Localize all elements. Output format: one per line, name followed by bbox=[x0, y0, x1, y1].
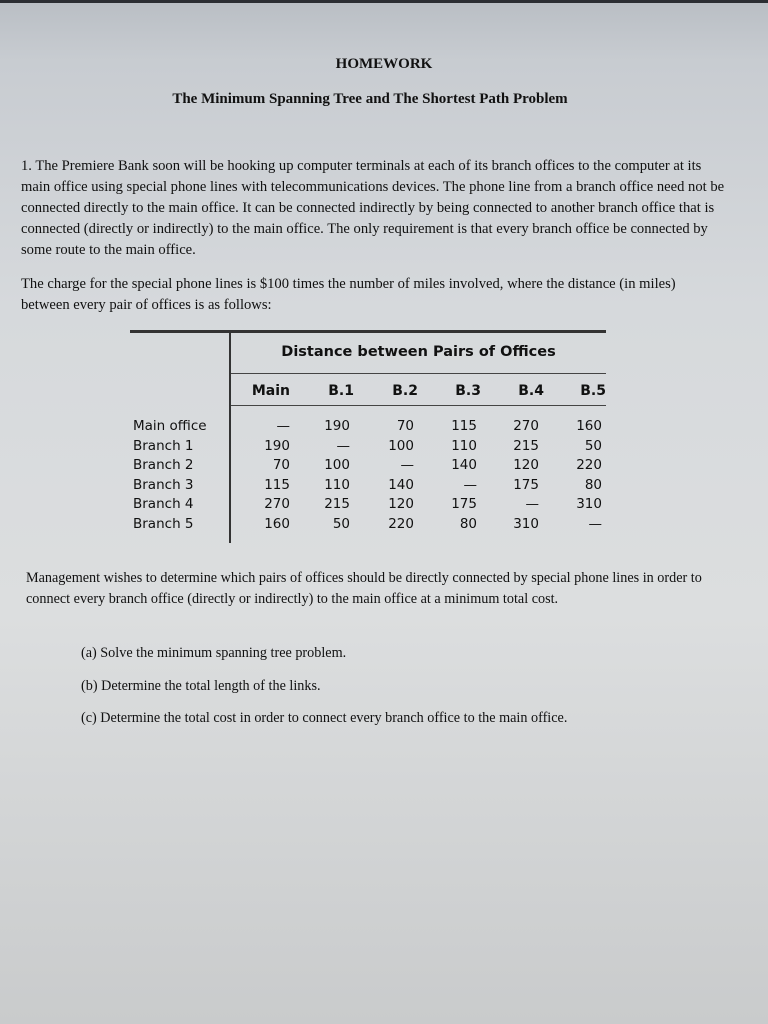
distance-cell: 190 bbox=[264, 437, 290, 454]
distance-cell: — bbox=[400, 457, 414, 474]
table-title: Distance between Pairs of Offices bbox=[281, 344, 556, 360]
column-header: Main bbox=[251, 383, 290, 399]
question-c: (c) Determine the total cost in order to connect every branch office to the main office. bbox=[81, 710, 568, 726]
distance-cell: 110 bbox=[451, 437, 477, 454]
distance-cell: — bbox=[276, 418, 290, 434]
distance-cell: 50 bbox=[332, 516, 350, 532]
question-a: (a) Solve the minimum spanning tree problem. bbox=[81, 645, 347, 661]
distance-cell: 80 bbox=[459, 516, 477, 532]
distance-cell: 175 bbox=[513, 476, 539, 493]
distance-cell: 310 bbox=[513, 516, 539, 532]
page-title: HOMEWORK bbox=[335, 56, 433, 72]
distance-cell: — bbox=[525, 496, 539, 513]
distance-cell: 115 bbox=[451, 418, 477, 434]
row-label: Branch 5 bbox=[133, 516, 194, 532]
distance-cell: 160 bbox=[264, 516, 290, 532]
column-header: B.1 bbox=[328, 383, 354, 399]
problem-paragraph-1: 1. The Premiere Bank soon will be hooking up computer terminals at each of its branch offices to the computer at its main office using special phone lines with telecommunications devices. The phone line from a branch office need not be connected directly to the main office. It can be connected indirectly by being connected to another branch office that is connected (directly or indirectly) to the main office. The only requirement is that every branch office be connected by some route to the main office. bbox=[21, 158, 725, 258]
distance-cell: 100 bbox=[388, 437, 414, 454]
row-label: Branch 2 bbox=[133, 457, 194, 474]
distance-cell: 100 bbox=[324, 457, 350, 474]
distance-cell: 160 bbox=[576, 418, 602, 434]
distance-cell: — bbox=[588, 516, 602, 532]
distance-cell: 120 bbox=[388, 496, 414, 513]
distance-table bbox=[130, 330, 606, 548]
distance-cell: 215 bbox=[513, 437, 539, 454]
row-label: Branch 1 bbox=[133, 437, 194, 454]
column-header: B.3 bbox=[455, 383, 481, 399]
distance-cell: 270 bbox=[513, 418, 539, 434]
distance-cell: 70 bbox=[272, 457, 290, 474]
column-header: B.2 bbox=[392, 383, 418, 399]
distance-cell: 190 bbox=[324, 418, 350, 434]
row-label: Branch 3 bbox=[133, 476, 194, 493]
column-header: B.4 bbox=[518, 383, 544, 399]
table-header-rule bbox=[231, 405, 606, 406]
problem-paragraph-3: Management wishes to determine which pairs of offices should be directly connected by special phone lines in order to connect every branch office (directly or indirectly) to the main office at a minimum total cost. bbox=[26, 570, 702, 607]
distance-cell: 270 bbox=[264, 496, 290, 513]
distance-cell: 140 bbox=[451, 457, 477, 474]
distance-cell: 215 bbox=[324, 496, 350, 513]
distance-cell: 220 bbox=[576, 457, 602, 474]
distance-cell: 220 bbox=[388, 516, 414, 532]
problem-paragraph-2: The charge for the special phone lines is $100 times the number of miles involved, where the distance (in miles) between every pair of offices is as follows: bbox=[21, 276, 676, 313]
distance-cell: 50 bbox=[584, 437, 602, 454]
top-border bbox=[0, 0, 768, 3]
page-subtitle: The Minimum Spanning Tree and The Shortest Path Problem bbox=[172, 91, 568, 107]
table-top-rule bbox=[130, 330, 606, 333]
distance-cell: 115 bbox=[264, 476, 290, 493]
distance-cell: 80 bbox=[584, 476, 602, 493]
distance-cell: — bbox=[336, 437, 350, 454]
distance-cell: 120 bbox=[513, 457, 539, 474]
distance-cell: 310 bbox=[576, 496, 602, 513]
row-label: Branch 4 bbox=[133, 496, 194, 513]
question-b: (b) Determine the total length of the links. bbox=[81, 678, 321, 694]
table-title-rule bbox=[231, 373, 606, 374]
distance-cell: 110 bbox=[324, 476, 350, 493]
row-label: Main office bbox=[133, 418, 207, 434]
table-vertical-rule bbox=[229, 333, 231, 543]
distance-cell: 175 bbox=[451, 496, 477, 513]
column-header: B.5 bbox=[580, 383, 606, 399]
distance-cell: — bbox=[463, 476, 477, 493]
distance-cell: 70 bbox=[396, 418, 414, 434]
distance-cell: 140 bbox=[388, 476, 414, 493]
